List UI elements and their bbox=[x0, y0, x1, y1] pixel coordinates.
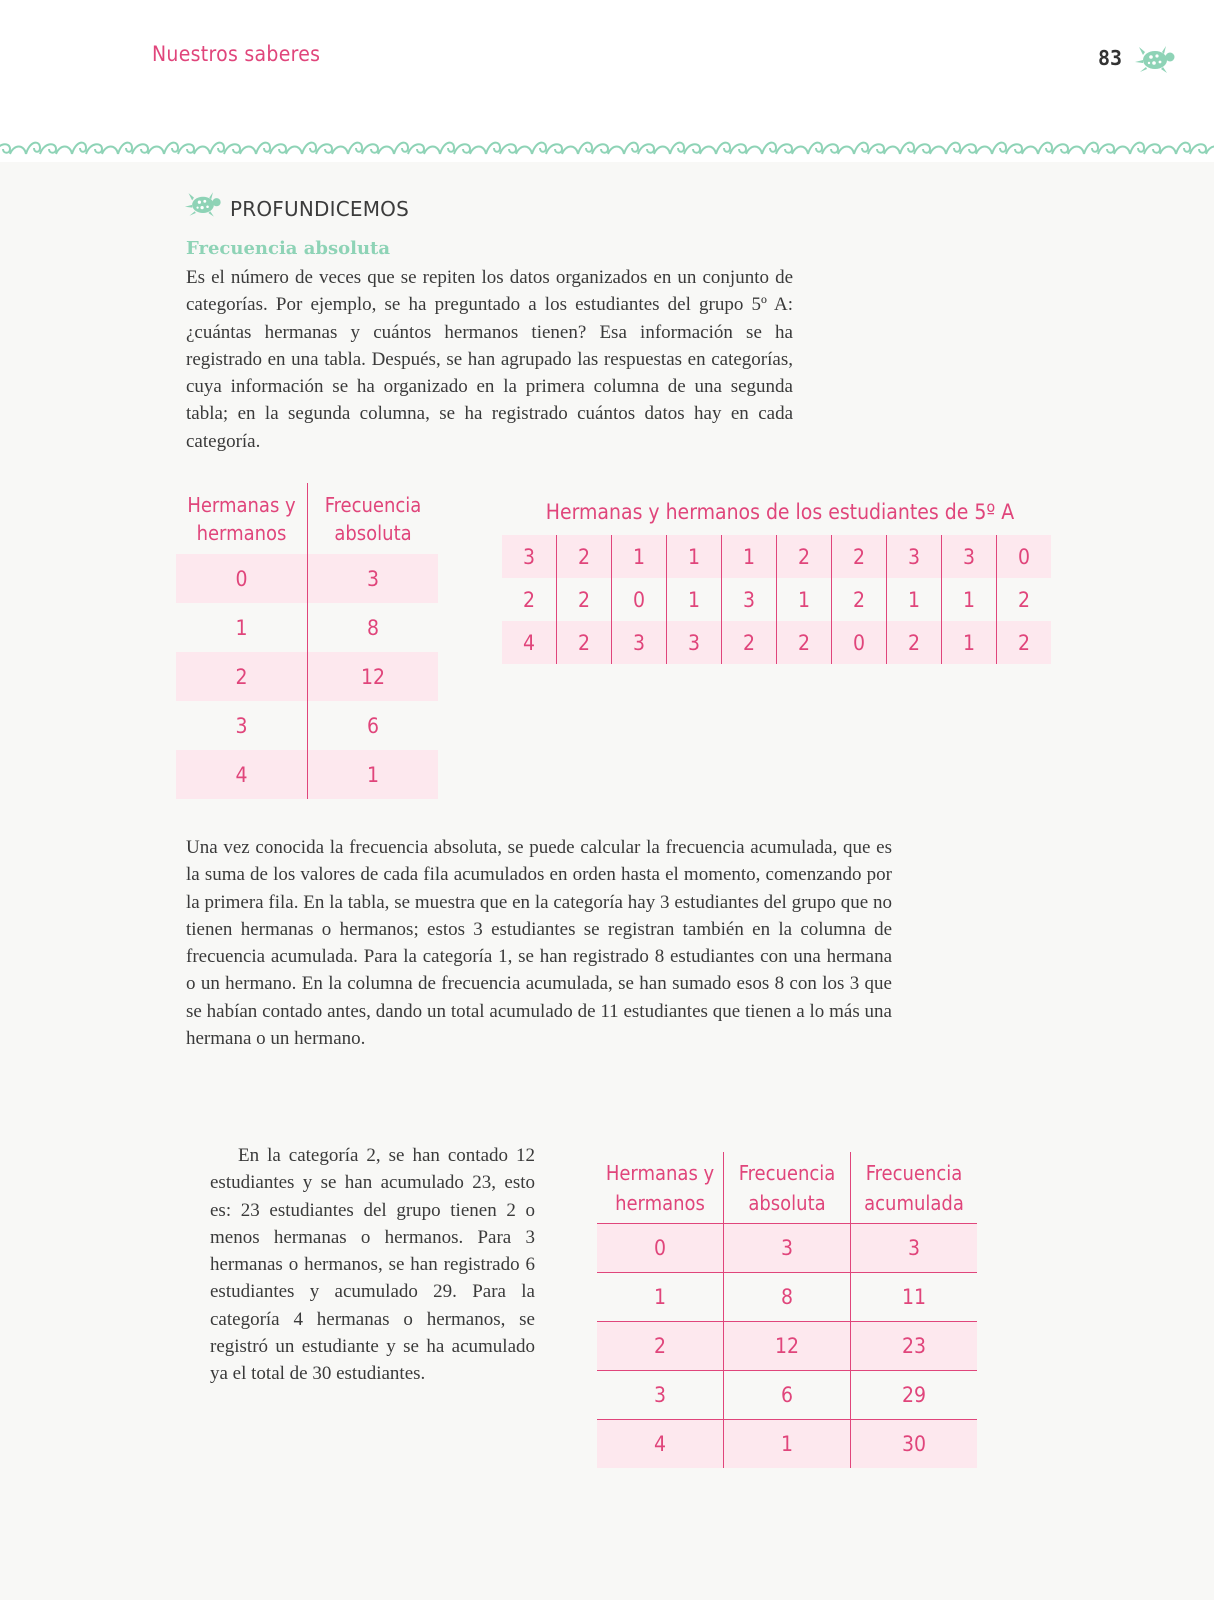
table-cell: 1 bbox=[308, 750, 439, 799]
table-row bbox=[597, 1273, 977, 1322]
table-row bbox=[597, 1371, 977, 1420]
table-cell: 1 bbox=[887, 578, 942, 621]
table-cell: 3 bbox=[942, 535, 997, 578]
table-cell: 3 bbox=[724, 1224, 851, 1273]
table-cell: 2 bbox=[832, 535, 887, 578]
intro-paragraph: Es el número de veces que se repiten los datos organizados en un conjunto de categorías. Por ejemplo, se ha preguntado a los estudiantes del grupo 5º A: ¿cuántas hermanas y cuántos hermanos tienen? Esa información se ha registrado en una tabla. Después, se han agrupado las respuestas en categorías, cuya información se ha organizado en la primera columna de una segunda tabla; en la segunda columna, se ha registrado cuántos datos hay en cada categoría. bbox=[186, 267, 793, 452]
table-cell: 2 bbox=[777, 535, 832, 578]
page-header-area bbox=[0, 0, 1214, 134]
table-cell: 29 bbox=[851, 1371, 978, 1420]
raw-data-table-title: Hermanas y hermanos de los estudiantes de 5º A bbox=[545, 500, 1015, 524]
table-cell: 2 bbox=[597, 1322, 724, 1371]
table-row bbox=[176, 603, 438, 652]
table-cell: 1 bbox=[597, 1273, 724, 1322]
table-row bbox=[597, 1224, 977, 1273]
table-cell: 1 bbox=[176, 603, 308, 652]
table-row bbox=[502, 535, 1051, 578]
table-cell: 6 bbox=[724, 1371, 851, 1420]
table-cell: 2 bbox=[997, 621, 1052, 664]
table-header: Frecuencia absoluta bbox=[324, 492, 422, 545]
table-header: Frecuencia absoluta bbox=[724, 1152, 851, 1224]
table-cell: 3 bbox=[176, 701, 308, 750]
table-cell: 0 bbox=[612, 578, 667, 621]
table-cell: 3 bbox=[887, 535, 942, 578]
table-cell: 3 bbox=[308, 554, 439, 603]
raw-data-table bbox=[502, 535, 1051, 664]
table-cell: 1 bbox=[777, 578, 832, 621]
table-cell: 1 bbox=[724, 1420, 851, 1469]
table-header: Hermanas y hermanos bbox=[176, 483, 308, 554]
table-cell: 1 bbox=[612, 535, 667, 578]
turtle-icon bbox=[1134, 44, 1176, 74]
table-cell: 8 bbox=[724, 1273, 851, 1322]
table-cell: 1 bbox=[667, 535, 722, 578]
table-cell: 11 bbox=[851, 1273, 978, 1322]
category-paragraph: En la categoría 2, se han contado 12 estudiantes y se han acumulado 23, esto es: 23 estudiantes del grupo tienen 2 o menos hermanas o hermanos. Para 3 hermanas o hermanos, se han registrado 6 estudiantes y acumulado 29. Para la categoría 4 hermanas o hermanos, se registró un estudiante y se ha acumulado ya el total de 30 estudiantes. bbox=[210, 1145, 535, 1385]
wave-border-pattern bbox=[0, 134, 1214, 162]
table-cell: 4 bbox=[176, 750, 308, 799]
table-cell: 2 bbox=[997, 578, 1052, 621]
table-cell: 3 bbox=[502, 535, 557, 578]
section-title: Nuestros saberes bbox=[152, 42, 321, 66]
table-row bbox=[176, 554, 438, 603]
table-cell: 1 bbox=[667, 578, 722, 621]
turtle-icon bbox=[184, 190, 222, 218]
table-cell: 3 bbox=[667, 621, 722, 664]
frequency-table bbox=[176, 483, 438, 799]
table-cell: 2 bbox=[777, 621, 832, 664]
subheading: Frecuencia absoluta bbox=[186, 238, 391, 259]
table-cell: 2 bbox=[887, 621, 942, 664]
table-cell: 23 bbox=[851, 1322, 978, 1371]
cumulative-frequency-table bbox=[597, 1152, 977, 1468]
table-cell: 3 bbox=[722, 578, 777, 621]
table-cell: 2 bbox=[557, 578, 612, 621]
table-row bbox=[502, 621, 1051, 664]
table-cell: 3 bbox=[597, 1371, 724, 1420]
table-cell: 2 bbox=[557, 535, 612, 578]
table-cell: 0 bbox=[597, 1224, 724, 1273]
table-cell: 0 bbox=[832, 621, 887, 664]
table-row bbox=[597, 1420, 977, 1469]
table-cell: 4 bbox=[502, 621, 557, 664]
table-row bbox=[502, 578, 1051, 621]
table-row bbox=[176, 701, 438, 750]
section-heading: PROFUNDICEMOS bbox=[230, 197, 409, 221]
table-cell: 1 bbox=[942, 578, 997, 621]
table-cell: 0 bbox=[176, 554, 308, 603]
table-cell: 4 bbox=[597, 1420, 724, 1469]
table-cell: 3 bbox=[612, 621, 667, 664]
cumulative-paragraph: Una vez conocida la frecuencia absoluta, se puede calcular la frecuencia acumulada, que es la suma de los valores de cada fila acumulados en orden hasta el momento, comenzando por la primera fila. En la tabla, se muestra que en la categoría hay 3 estudiantes del grupo que no tienen hermanas o hermanos; estos 3 estudiantes se registran también en la columna de frecuencia acumulada. Para la categoría 1, se han registrado 8 estudiantes con una hermana o un hermano. En la columna de frecuencia acumulada, se han sumado esos 8 con los 3 que se habían contado antes, dando un total acumulado de 11 estudiantes que tienen a lo más una hermana o un hermano. bbox=[186, 837, 892, 1050]
table-row bbox=[597, 1322, 977, 1371]
table-cell: 8 bbox=[366, 615, 380, 640]
table-cell: 2 bbox=[832, 578, 887, 621]
table-header: Hermanas y hermanos bbox=[597, 1152, 724, 1224]
table-cell: 0 bbox=[997, 535, 1052, 578]
table-cell: 1 bbox=[942, 621, 997, 664]
table-cell: 30 bbox=[851, 1420, 978, 1469]
table-cell: 6 bbox=[366, 713, 380, 738]
table-cell: 2 bbox=[557, 621, 612, 664]
table-header: Frecuencia acumulada bbox=[851, 1152, 978, 1224]
table-cell: 2 bbox=[522, 587, 536, 612]
table-cell: 2 bbox=[176, 652, 308, 701]
table-cell: 1 bbox=[722, 535, 777, 578]
table-cell: 2 bbox=[722, 621, 777, 664]
table-cell: 12 bbox=[724, 1322, 851, 1371]
page-number: 83 bbox=[1098, 46, 1123, 70]
table-cell: 3 bbox=[851, 1224, 978, 1273]
table-row bbox=[176, 750, 438, 799]
table-row bbox=[176, 652, 438, 701]
table-cell: 12 bbox=[308, 652, 439, 701]
